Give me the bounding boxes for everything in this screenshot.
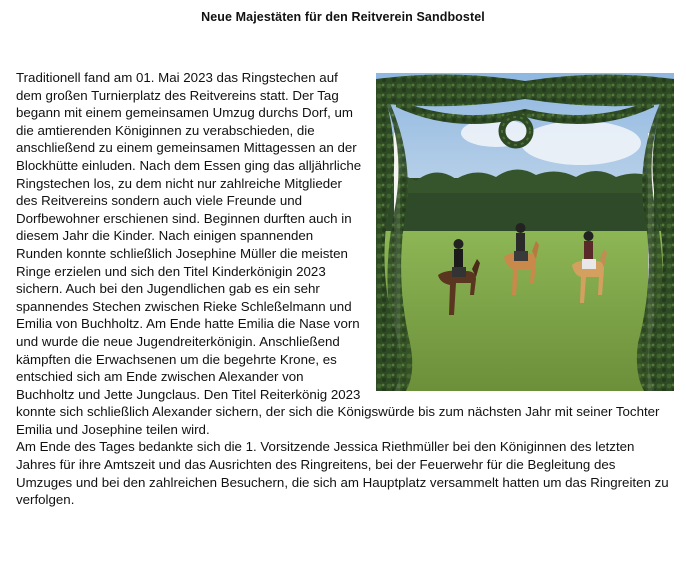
article-paragraph-2: Am Ende des Tages bedankte sich die 1. Vorsitzende Jessica Riethmüller bei den Königinnen des letzten Jahres für ihre Amtszeit und das Ausrichten des Ringreitens, bei der Feuerwehr für die Begleitung des Umzuges und bei den zahlreichen Besuchern, die sich am Hauptplatz versammelt hatten um das Ringreiten zu verfolgen. [16, 439, 669, 508]
riders-photo [376, 73, 674, 391]
article-title: Neue Majestäten für den Reitverein Sandbostel [201, 10, 485, 24]
article-body [16, 69, 674, 509]
article-paragraph-1: Traditionell fand am 01. Mai 2023 das Ringstechen auf dem großen Turnierplatz des Reitvereins statt. Der Tag begann mit einem gemeinsamen Umzug durchs Dorf, um die amtierenden Königinnen zu verabschieden, die anschließend zu einem gemeinsamen Mittagessen an der Blockhütte einluden. Nach dem Essen ging das alljährliche Ringstechen los, zu dem nicht nur zahlreiche Mitglieder des Reitvereins sondern auch viele Freunde und Dorfbewohner erschienen sind. Beginnen durften auch in diesem Jahr die Kinder. Nach einigen spannenden Runden konnte schließlich Josephine Müller die meisten Ringe erzielen und sich den Titel Kinderkönigin 2023 sichern. Auch bei den Jugendlichen gab es ein sehr spannendes Stechen zwischen Rieke Schleßelmann und Emilia von Buchholtz. Am Ende hatte Emilia die Nase vorn und wurde die neue Jugendreiterkönigin. Anschließend kämpften die Erwachsenen um die begehrte Krone, es entschied sich am Ende zwischen Alexander von Buchholtz und Jette Jungclaus. Den Titel Reiterkönig 2023 konnte sich schließlich Alexander sichern, der sich die Königswürde bis zum nächsten Jahr mit seiner Tochter Emilia und Josephine teilen wird. [16, 70, 660, 437]
photo-cloud [521, 121, 641, 165]
